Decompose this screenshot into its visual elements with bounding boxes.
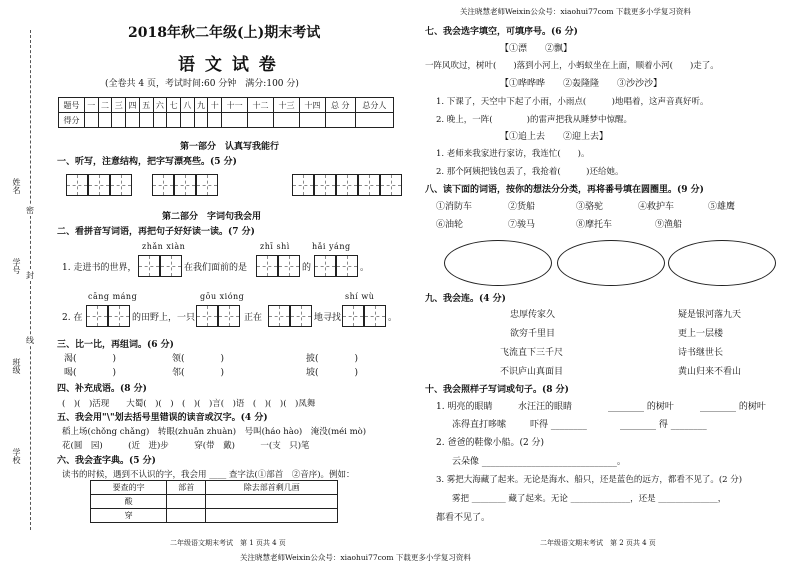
score-cell[interactable] [126, 113, 140, 128]
lookup-head-strokes: 除去部首剩几画 [206, 481, 338, 495]
score-header-cell: 十三 [274, 98, 300, 113]
score-header-cell: 七 [167, 98, 181, 113]
score-cell[interactable] [84, 113, 98, 128]
q10-r2c2[interactable]: 吓得 ________ [530, 420, 587, 430]
exam-subject: 语 文 试 卷 [178, 55, 278, 75]
q9-left-2: 欲穷千里目 [510, 329, 556, 339]
score-row-label: 得分 [59, 113, 85, 128]
lookup-head-char: 要查的字 [91, 481, 167, 495]
binding-name-label: 姓名 [12, 178, 21, 194]
q8-item-6: ⑥油轮 [436, 220, 464, 230]
q10-r2c3[interactable]: ________ 得 ________ [620, 420, 707, 430]
q9-left-3: 飞流直下三千尺 [500, 348, 564, 358]
q2-pinyin-2: zhī shì [260, 242, 290, 251]
score-cell[interactable] [208, 113, 222, 128]
q10-sentence-3: 3. 雾把大海藏了起来。无论是海水、船只，还是蓝色的远方，都看不见了。(2 分) [436, 475, 743, 485]
q9-left-4: 不识庐山真面目 [500, 367, 564, 377]
score-header-cell: 十 [208, 98, 222, 113]
footer-page-2: 二年级语文期末考试 第 2 页共 4 页 [540, 539, 656, 547]
q2-box-2[interactable] [256, 255, 300, 277]
q8-circle-1[interactable] [444, 240, 552, 286]
q9-right-1: 疑是银河落九天 [678, 310, 742, 320]
score-header-cell: 十一 [222, 98, 248, 113]
q3-r1c1: 渴( ) [64, 354, 117, 364]
score-header-cell: 三 [112, 98, 126, 113]
score-header-cell: 四 [126, 98, 140, 113]
q2-box-5[interactable] [196, 305, 240, 327]
q1-title: 一、听写，注意结构，把字写漂亮些。(5 分) [57, 157, 237, 167]
q8-item-9: ⑨渔船 [655, 220, 683, 230]
q2-pinyin-1: zhǎn xiàn [142, 242, 186, 251]
score-header-cell: 总分人 [355, 98, 393, 113]
q2-title: 二、看拼音写词语，再把句子好好读一读。(7 分) [57, 227, 255, 237]
score-header-cell: 九 [194, 98, 208, 113]
q10-sentence-2: 2. 爸爸的鞋像小船。(2 分) [436, 438, 545, 448]
q9-right-4: 黄山归来不看山 [678, 367, 742, 377]
q8-item-7: ⑦骏马 [508, 220, 536, 230]
q2-sentence-2c: 正在 [244, 313, 263, 323]
q3-title: 三、比一比，再组词。(6 分) [57, 340, 174, 350]
q10-sentence-2-fill[interactable]: 云朵像 ______________________________。 [452, 457, 626, 467]
lookup-char-1: 酸 [91, 495, 167, 509]
q3-r2c2: 邻( ) [172, 368, 225, 378]
score-header-cell: 十二 [248, 98, 274, 113]
q8-circle-2[interactable] [557, 240, 665, 286]
q7-sentence-2: 1. 下课了，天空中下起了小雨，小雨点( )地唱着，这声音真好听。 [436, 97, 709, 107]
part1-heading: 第一部分 认真写我能行 [180, 142, 280, 152]
exam-info: (全卷共 4 页，考试时间:60 分钟 满分:100 分) [105, 79, 299, 89]
lookup-table [90, 480, 338, 523]
q1-grid-2[interactable] [152, 174, 218, 196]
q7-sentence-5: 2. 那个阿姨把钱包丢了，我抢着( )还给她。 [436, 167, 624, 177]
q4-row: ( )( )活现 大蜀( )( ) ( )( )言( )语 ( )( )( )凤舞 [62, 399, 316, 409]
line-char: 线 [26, 336, 34, 345]
score-cell[interactable] [222, 113, 248, 128]
q7-sentence-3: 2. 晚上，一阵( )的雷声把我从睡梦中惊醒。 [436, 115, 632, 125]
seal-char: 密 [26, 206, 34, 215]
score-header-cell: 六 [153, 98, 167, 113]
score-cell[interactable] [194, 113, 208, 128]
q1-grid-3[interactable] [292, 174, 402, 196]
score-table [58, 97, 394, 128]
q2-box-7[interactable] [342, 305, 386, 327]
q2-sentence-1b: 在我们面前的是 [184, 263, 248, 273]
q3-r1c3: 披( ) [306, 354, 359, 364]
q10-r1c2: 水汪汪的眼睛 [518, 402, 573, 412]
score-cell[interactable] [248, 113, 274, 128]
score-header-row [59, 98, 394, 113]
lookup-radical-1[interactable] [167, 495, 206, 509]
q7-sentence-4: 1. 老师来我家进行家访，我连忙( )。 [436, 149, 590, 159]
score-cell[interactable] [98, 113, 112, 128]
score-header-cell: 总 分 [325, 98, 355, 113]
q2-pinyin-5: gōu xióng [200, 292, 245, 301]
score-header-cell: 题号 [59, 98, 85, 113]
q2-sentence-2d: 地寻找 [314, 313, 342, 323]
q9-right-3: 诗书继世长 [678, 348, 724, 358]
q2-box-1[interactable] [138, 255, 182, 277]
q2-sentence-1d: 。 [360, 263, 370, 273]
q7-options-2: 【①哗哗哗 ②轰隆隆 ③沙沙沙】 [500, 79, 663, 89]
fix-char: 封 [26, 271, 34, 280]
q5-title: 五、我会用"\"划去括号里错误的读音或汉字。(4 分) [57, 413, 268, 423]
q8-circle-3[interactable] [668, 240, 776, 286]
q6-title: 六、我会查字典。(5 分) [57, 456, 156, 466]
q10-sentence-3-end: 都看不见了。 [436, 513, 491, 523]
header-watermark: 关注晓慧老师Weixin公众号：xiaohui77com 下载更多小学复习资料 [460, 7, 691, 16]
score-cell[interactable] [355, 113, 393, 128]
q6-row: 读书的时候，遇到不认识的字，我会用 ____ 查字法(①部首 ②音序)。例如： [62, 470, 355, 480]
score-header-cell: 八 [180, 98, 194, 113]
score-header-cell: 十四 [299, 98, 325, 113]
score-cell[interactable] [139, 113, 153, 128]
score-cell[interactable] [180, 113, 194, 128]
q3-r1c2: 领( ) [172, 354, 225, 364]
q5-row-1: 稻上场(chǒng chǎng) 转眼(zhuǎn zhuàn) 号叫(háo hào) 淹没(méi mò) [62, 427, 367, 437]
q2-box-4[interactable] [86, 305, 130, 327]
q10-r1c1: 1. 明亮的眼睛 [436, 402, 493, 412]
q2-sentence-2a: 2. 在 [62, 313, 83, 323]
q10-title: 十、我会照样子写词或句子。(8 分) [425, 385, 569, 395]
q7-sentence-1: 一阵风吹过，树叶( )落到小河上，小蚂蚁坐在上面，顺着小河( )走了。 [425, 61, 719, 71]
lookup-strokes-2[interactable] [206, 509, 338, 523]
q2-pinyin-4: cāng máng [88, 292, 138, 301]
q2-box-6[interactable] [268, 305, 312, 327]
q3-r2c1: 喝( ) [64, 368, 117, 378]
q9-title: 九、我会连。(4 分) [425, 294, 506, 304]
score-header-cell: 一 [84, 98, 98, 113]
q8-item-5: ⑤雄鹰 [708, 202, 736, 212]
exam-title: 2018年秋二年级(上)期末考试 [128, 25, 321, 41]
q10-r1c3[interactable]: ________ 的树叶 [608, 402, 674, 412]
q2-pinyin-3: hǎi yáng [312, 242, 351, 251]
score-cell[interactable] [112, 113, 126, 128]
binding-school-label: 学校 [12, 448, 21, 464]
lookup-char-2: 穿 [91, 509, 167, 523]
q2-box-3[interactable] [314, 255, 358, 277]
q2-sentence-1c: 的 [302, 263, 312, 273]
score-value-row [59, 113, 394, 128]
q10-sentence-3-fill[interactable]: 雾把 ________ 藏了起来。无论 ______________，还是 ______________， [452, 494, 727, 504]
q9-right-2: 更上一层楼 [678, 329, 724, 339]
q1-grid-1[interactable] [66, 174, 132, 196]
binding-class-label: 班级 [12, 358, 21, 374]
q8-item-1: ①消防车 [436, 202, 473, 212]
lookup-strokes-1[interactable] [206, 495, 338, 509]
q2-pinyin-6: shí wù [345, 292, 375, 301]
score-header-cell: 二 [98, 98, 112, 113]
binding-number-label: 学号 [12, 258, 21, 274]
score-cell[interactable] [325, 113, 355, 128]
q8-item-4: ④救护车 [638, 202, 675, 212]
q8-title: 八、读下面的词语，按你的想法分分类，再将番号填在圆圈里。(9 分) [425, 185, 704, 195]
score-cell[interactable] [274, 113, 300, 128]
q2-sentence-2e: 。 [388, 313, 398, 323]
q8-item-8: ⑧摩托车 [576, 220, 613, 230]
lookup-radical-2[interactable] [167, 509, 206, 523]
q8-item-3: ③骆驼 [576, 202, 604, 212]
score-header-cell: 五 [139, 98, 153, 113]
footer-page-1: 二年级语文期末考试 第 1 页共 4 页 [170, 539, 286, 547]
footer-watermark: 关注晓慧老师Weixin公众号：xiaohui77com 下载更多小学复习资料 [240, 553, 471, 562]
part2-heading: 第二部分 字词句我会用 [162, 212, 262, 222]
score-cell[interactable] [299, 113, 325, 128]
q8-item-2: ②货船 [508, 202, 536, 212]
score-cell[interactable] [167, 113, 181, 128]
q5-row-2: 花(圆 园) (近 进)步 穿(带 戴) 一(支 只)笔 [62, 441, 310, 451]
q7-options-1: 【①漂 ②飘】 [500, 44, 573, 54]
q7-options-3: 【①追上去 ②迎上去】 [500, 132, 609, 142]
lookup-head-radical: 部首 [167, 481, 206, 495]
score-cell[interactable] [153, 113, 167, 128]
q7-title: 七、我会选字填空，可填序号。(6 分) [425, 27, 578, 37]
q2-sentence-1a: 1. 走进书的世界， [62, 263, 137, 273]
q2-sentence-2b: 的田野上，一只 [132, 313, 196, 323]
q10-r1c4[interactable]: ________ 的树叶 [700, 402, 766, 412]
q9-left-1: 忠厚传家久 [510, 310, 556, 320]
q3-r2c3: 坡( ) [306, 368, 359, 378]
q4-title: 四、补充成语。(8 分) [57, 384, 147, 394]
q10-r2c1: 冻得直打哆嗦 [452, 420, 507, 430]
